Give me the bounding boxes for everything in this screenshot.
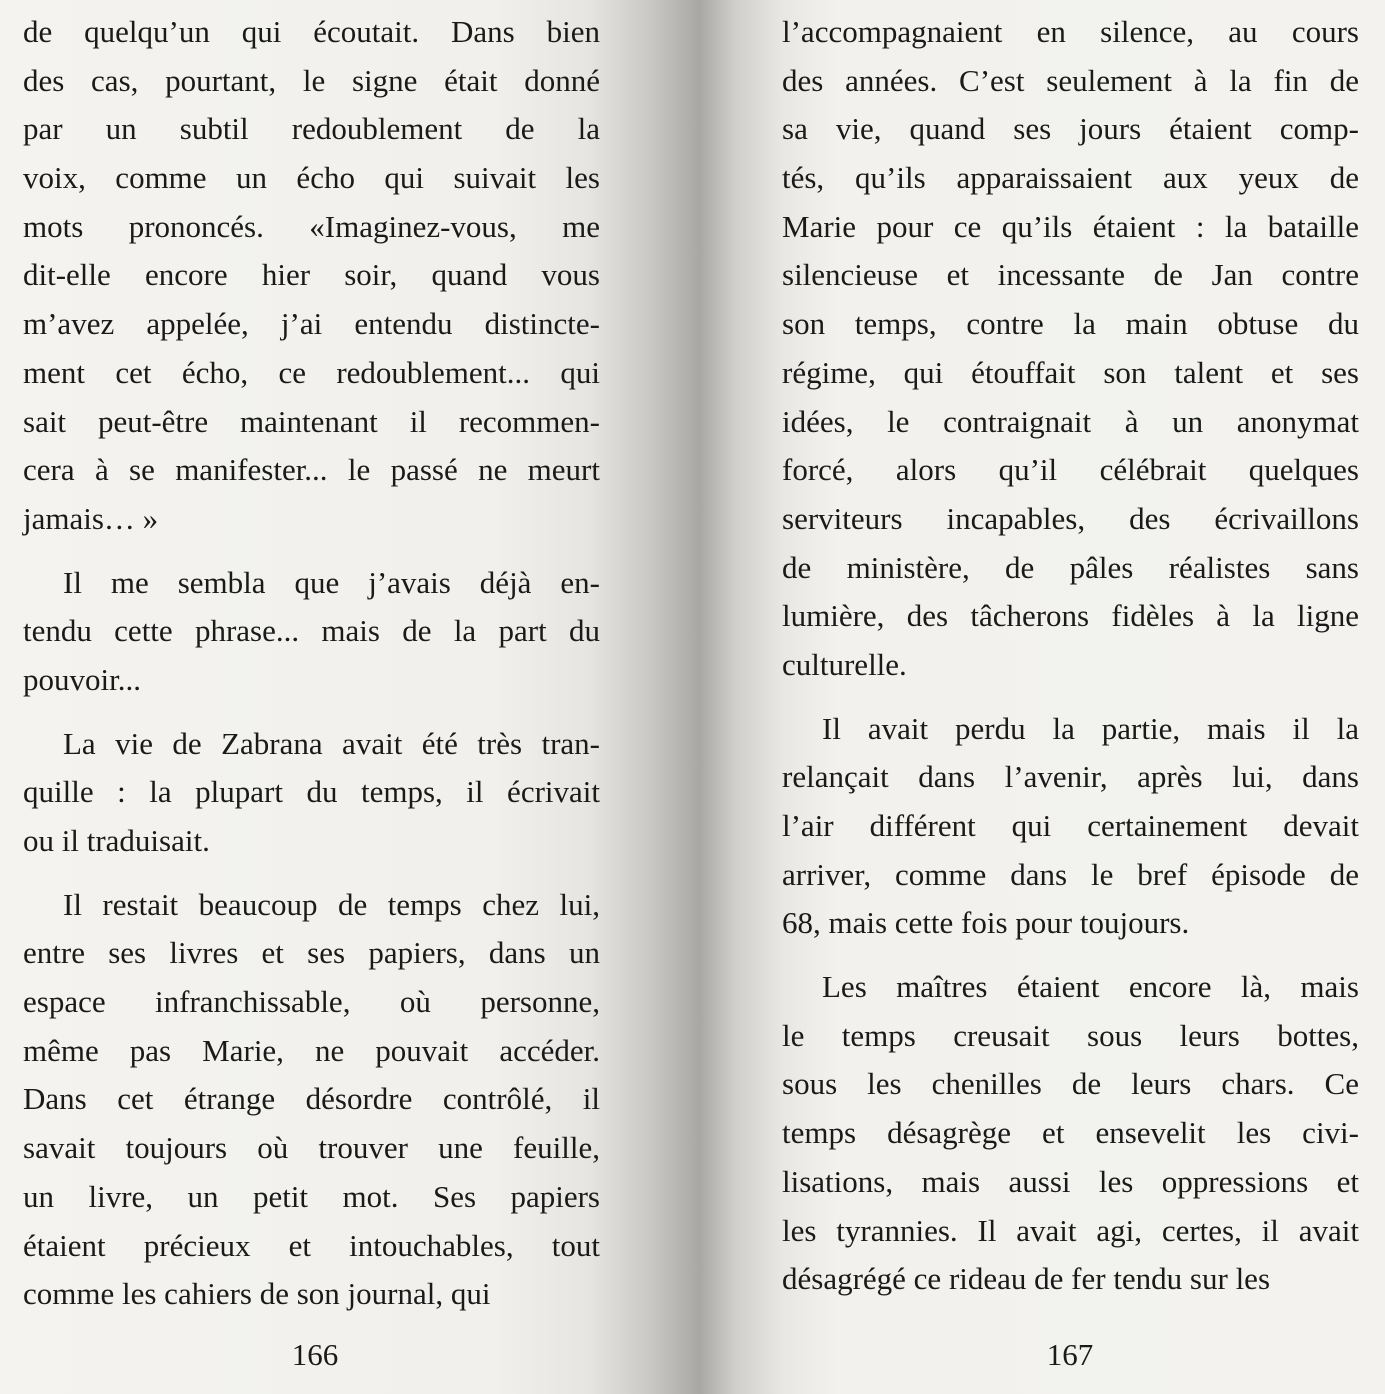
text-line: 68, mais cette fois pour toujours. — [782, 905, 1190, 941]
text-line: idées, le contraignait à un anonymat — [782, 403, 1359, 439]
paragraph — [782, 705, 1359, 948]
text-line: pouvoir... — [23, 661, 141, 697]
right-page — [700, 0, 1385, 1394]
text-line: mots prononcés. «Imaginez-vous, me — [23, 208, 600, 244]
text-line: Il me sembla que j’avais déjà en- — [63, 564, 600, 600]
text-line: Dans cet étrange désordre contrôlé, il — [23, 1081, 600, 1117]
text-line: Il avait perdu la partie, mais il la — [822, 710, 1359, 746]
text-line: comme les cahiers de son journal, qui — [23, 1276, 491, 1312]
text-line: Il restait beaucoup de temps chez lui, — [63, 886, 600, 922]
text-line: savait toujours où trouver une feuille, — [23, 1130, 600, 1166]
paragraph-gap — [782, 690, 1359, 705]
text-line: ment cet écho, ce redoublement... qui — [23, 354, 600, 390]
paragraph — [782, 8, 1359, 690]
text-line: des cas, pourtant, le signe était donné — [23, 62, 600, 98]
left-page-number: 166 — [291, 1337, 339, 1372]
text-line: un livre, un petit mot. Ses papiers — [23, 1178, 600, 1214]
text-line: relançait dans l’avenir, après lui, dans — [782, 759, 1359, 795]
text-line: tés, qu’ils apparaissaient aux yeux de — [782, 160, 1359, 196]
text-line: quille : la plupart du temps, il écrivait — [23, 774, 600, 810]
paragraph — [23, 881, 600, 1319]
paragraph — [23, 559, 600, 705]
text-line: culturelle. — [782, 646, 907, 682]
paragraph-gap — [23, 866, 600, 881]
text-line: lumière, des tâcherons fidèles à la ligne — [782, 598, 1359, 634]
text-line: sa vie, quand ses jours étaient comp- — [782, 111, 1359, 147]
text-line: lisations, mais aussi les oppressions et — [782, 1163, 1359, 1199]
text-line: l’accompagnaient en silence, au cours — [782, 14, 1359, 49]
text-line: entre ses livres et ses papiers, dans un — [23, 935, 600, 971]
text-line: de ministère, de pâles réalistes sans — [782, 549, 1359, 585]
right-page-number: 167 — [1046, 1337, 1094, 1372]
paragraph-gap — [782, 948, 1359, 963]
right-page-text — [782, 8, 1359, 1304]
text-line: Les maîtres étaient encore là, mais — [822, 969, 1359, 1005]
text-line: sait peut-être maintenant il recommen- — [23, 403, 600, 439]
text-line: l’air différent qui certainement devait — [782, 808, 1359, 843]
text-line: serviteurs incapables, des écrivaillons — [782, 500, 1359, 536]
text-line: les tyrannies. Il avait agi, certes, il avait — [782, 1212, 1359, 1248]
paragraph — [23, 720, 600, 866]
left-page-text — [23, 8, 600, 1319]
text-line: cera à se manifester... le passé ne meurt — [23, 452, 600, 488]
paragraph-gap — [23, 544, 600, 559]
paragraph — [782, 963, 1359, 1304]
text-line: temps désagrège et ensevelit les civi- — [782, 1115, 1359, 1151]
text-line: tendu cette phrase... mais de la part du — [23, 613, 600, 649]
text-line: son temps, contre la main obtuse du — [782, 306, 1359, 342]
text-line: même pas Marie, ne pouvait accéder. — [23, 1032, 600, 1068]
paragraph — [23, 8, 600, 544]
text-line: désagrégé ce rideau de fer tendu sur les — [782, 1261, 1271, 1297]
text-line: Marie pour ce qu’ils étaient : la bataille — [782, 208, 1359, 244]
text-line: ou il traduisait. — [23, 823, 210, 858]
text-line: voix, comme un écho qui suivait les — [23, 160, 600, 196]
text-line: étaient précieux et intouchables, tout — [23, 1227, 600, 1263]
text-line: silencieuse et incessante de Jan contre — [782, 257, 1359, 293]
text-line: m’avez appelée, j’ai entendu distincte- — [23, 306, 600, 342]
text-line: le temps creusait sous leurs bottes, — [782, 1017, 1359, 1053]
text-line: jamais… » — [23, 500, 159, 536]
paragraph-gap — [23, 705, 600, 720]
text-line: régime, qui étouffait son talent et ses — [782, 354, 1359, 390]
text-line: arriver, comme dans le bref épisode de — [782, 856, 1359, 892]
text-line: des années. C’est seulement à la fin de — [782, 62, 1359, 98]
text-line: La vie de Zabrana avait été très tran- — [63, 725, 600, 761]
text-line: sous les chenilles de leurs chars. Ce — [782, 1066, 1359, 1102]
text-line: espace infranchissable, où personne, — [23, 984, 600, 1020]
text-line: forcé, alors qu’il célébrait quelques — [782, 452, 1359, 488]
text-line: de quelqu’un qui écoutait. Dans bien — [23, 14, 600, 49]
text-line: dit-elle encore hier soir, quand vous — [23, 257, 600, 293]
text-line: par un subtil redoublement de la — [23, 111, 600, 147]
